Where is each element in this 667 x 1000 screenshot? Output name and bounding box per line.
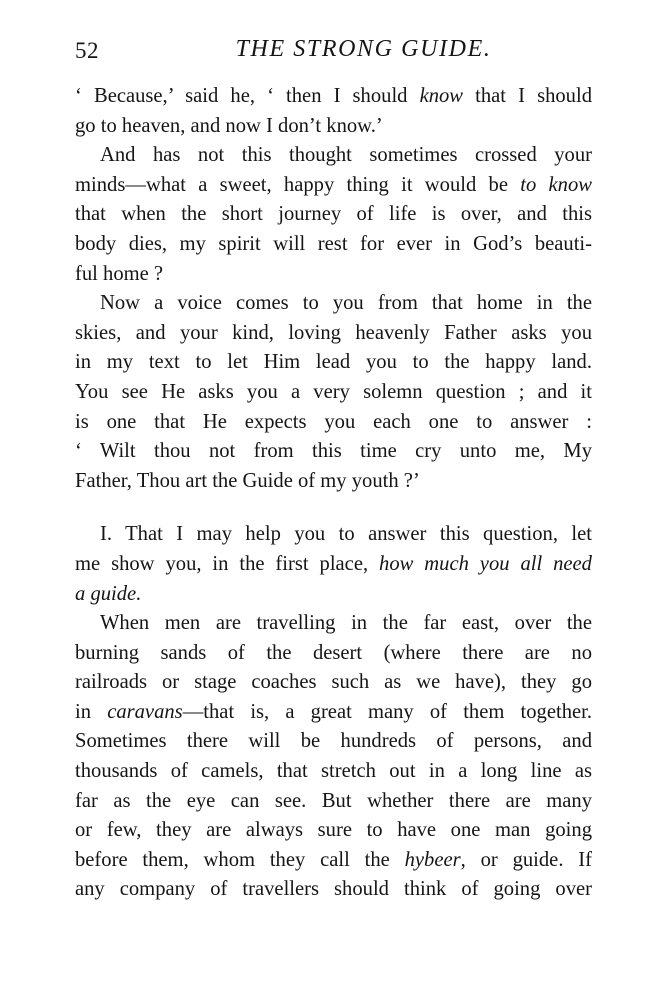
text-line: thousands of camels, that stretch out in a long line as xyxy=(75,760,592,783)
text-line: You see He asks you a very solemn question ; and it xyxy=(75,380,592,403)
section-gap xyxy=(75,496,592,520)
text-line: go to heaven, and now I don’t know.’ xyxy=(75,114,383,137)
emphasis: how much you all need xyxy=(379,552,592,575)
text-line: Father, Thou art the Guide of my youth ?’ xyxy=(75,469,420,492)
emphasis: know xyxy=(419,85,464,107)
text-line: me show you, in the first place, how much you all need xyxy=(75,552,592,575)
section-heading-line: I. That I may help you to answer this question, let xyxy=(100,523,592,546)
emphasis: hybeer xyxy=(404,848,461,871)
text-line: railroads or stage coaches such as we have), they go xyxy=(75,671,592,694)
text-line: before them, whom they call the hybeer, or guide. If xyxy=(75,848,592,871)
text-line: minds—what a sweet, happy thing it would be to know xyxy=(75,173,592,196)
text-line: or few, they are always sure to have one man going xyxy=(75,819,592,842)
text-line: far as the eye can see. But whether there are many xyxy=(75,789,592,812)
paragraph-start: When men are travelling in the far east, over the xyxy=(100,612,592,635)
emphasis: a guide. xyxy=(75,582,142,605)
text-line: in my text to let Him lead you to the happy land. xyxy=(75,351,592,374)
text-line: ‘ Wilt thou not from this time cry unto me, My xyxy=(75,440,592,463)
body-text xyxy=(75,82,592,905)
text-line: skies, and your kind, loving heavenly Father asks you xyxy=(75,321,592,344)
page-header xyxy=(75,30,592,70)
text-line: Sometimes there will be hundreds of persons, and xyxy=(75,730,592,753)
text-line: any company of travellers should think of going over xyxy=(75,878,592,901)
text-line: body dies, my spirit will rest for ever in God’s beauti- xyxy=(75,232,592,255)
paragraph-start: And has not this thought sometimes crossed your xyxy=(100,144,592,167)
text-line xyxy=(75,580,592,610)
emphasis: caravans xyxy=(107,700,183,723)
text-line: ful home ? xyxy=(75,262,164,285)
emphasis: to know xyxy=(520,173,592,196)
text-line: is one that He expects you each one to answer : xyxy=(75,410,592,433)
text-line: that when the short journey of life is over, and this xyxy=(75,203,592,226)
paragraph-start: Now a voice comes to you from that home in the xyxy=(100,292,592,315)
text-line: ‘ Because,’ said he, ‘ then I should know that I should xyxy=(75,85,592,107)
text-line: in caravans—that is, a great many of them together. xyxy=(75,700,593,723)
text-line: burning sands of the desert (where there are no xyxy=(75,641,592,664)
running-title: THE STRONG GUIDE. xyxy=(235,36,492,62)
page-number: 52 xyxy=(75,38,99,63)
